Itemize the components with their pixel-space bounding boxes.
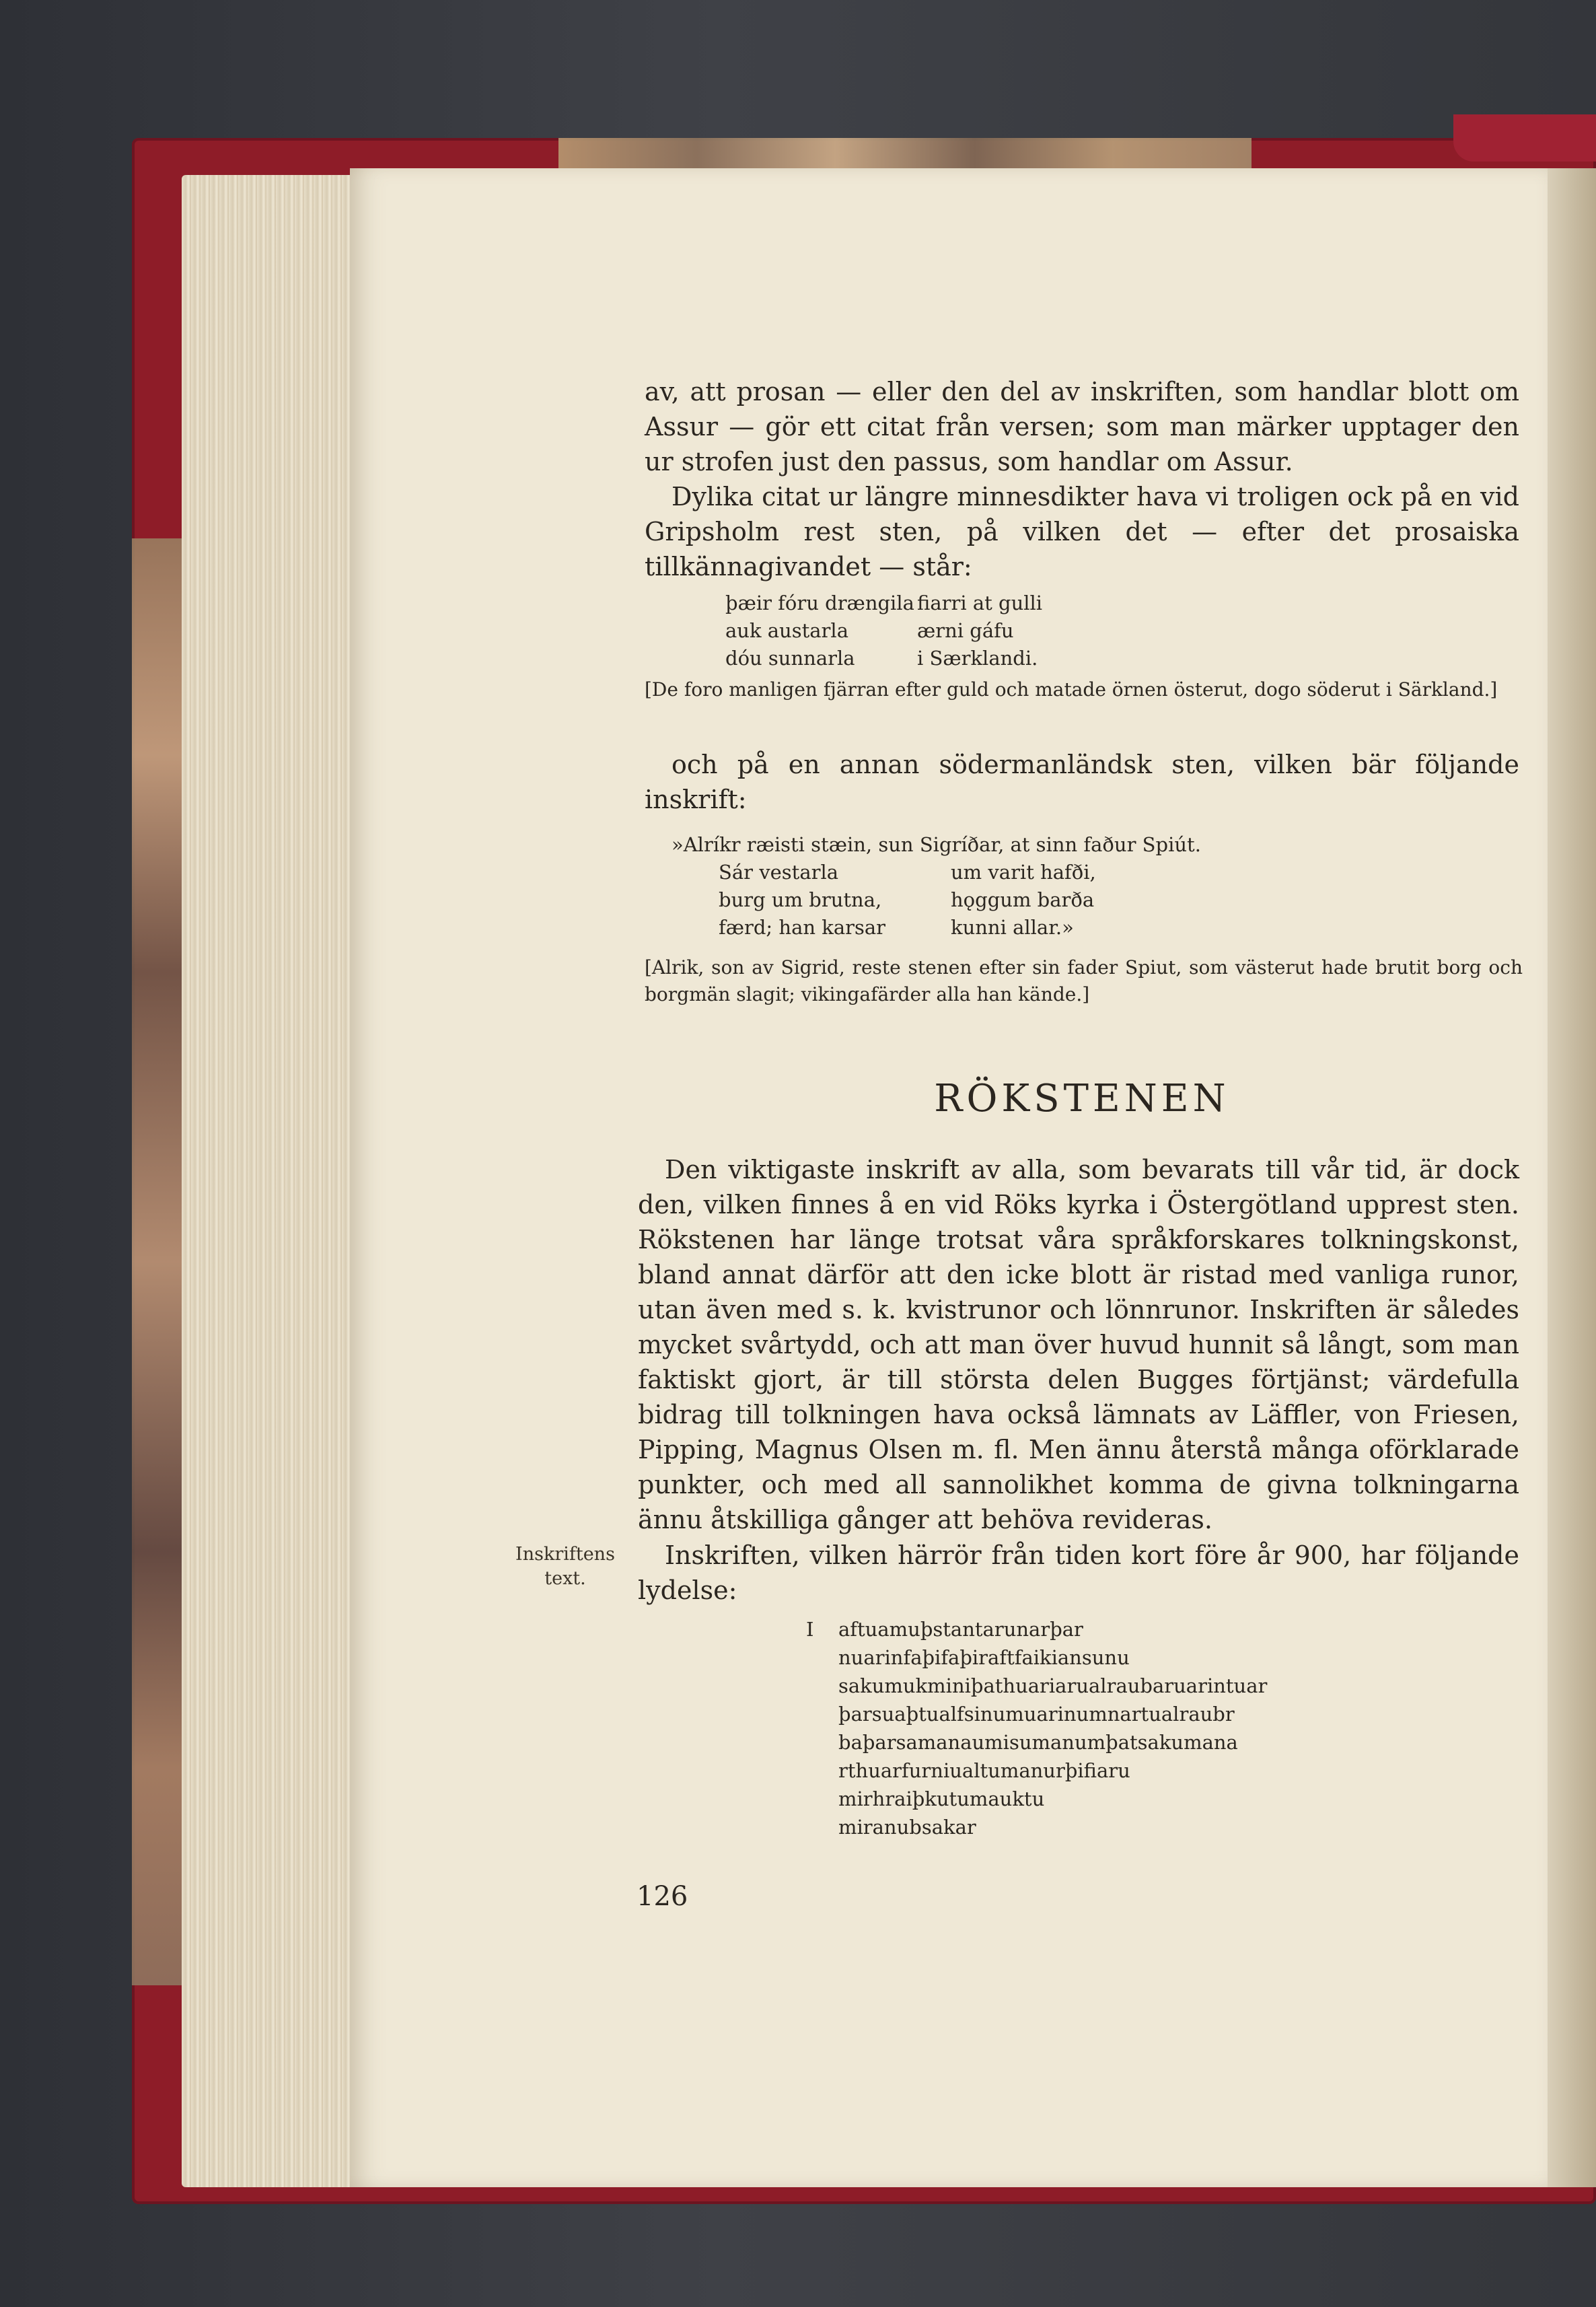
verse-line: Sár vestarla um varit hafði, [719, 861, 1096, 884]
verse-sodermanland [672, 831, 1412, 942]
paragraph-4: Den viktigaste inskrift av alla, som bevarats till vår tid, är dock den, vilken finnes å en vid Röks kyrka i Östergötland upprest sten. Rökstenen har länge trotsat våra språkforskares tolkningskonst, bland annat därför att den icke blott är ristad med vanliga runor, utan även med s. k. kvistrunor och lönnrunor. Inskriften är således mycket svårtydd, och att man över huvud hunnit så långt, som man faktiskt gjort, är till största delen Bugges förtjänst; värdefulla bidrag till tolkningen hava också lämnats av Läffler, von Friesen, Pipping, Magnus Olsen m. fl. Men ännu återstå många oförklarade punkter, och med all sannolikhet komma de givna tolkningarna ännu åtskilliga gånger att behöva revideras. [638, 1155, 1519, 1534]
runic-line: rthuarfurniualtumanurþifiaru [838, 1759, 1130, 1782]
runic-line: mirhraiþkutumauktu [838, 1787, 1045, 1810]
runic-line: þarsuaþtualfsinumuarinumnartualraubr [838, 1703, 1235, 1726]
cover-corner [1453, 114, 1596, 162]
verse-line: þæir fóru drængila fiarri at gulli [725, 592, 1043, 614]
verse-line: burg um brutna, hǫggum barða [719, 888, 1095, 911]
paragraph-5: Inskriften, vilken härrör från tiden kort före år 900, har följande lydelse: [638, 1540, 1519, 1605]
verse-line: færd; han karsar kunni allar.» [719, 916, 1074, 939]
page-edges [182, 175, 357, 2187]
verse-line: dóu sunnarla i Særklandi. [725, 647, 1038, 670]
margin-note: Inskriftens text. [515, 1544, 615, 1589]
paragraph-2: Dylika citat ur längre minnesdikter hava vi troligen ock på en vid Gripsholm rest sten, på vilken det — efter det prosaiska tillkännagivandet — står: [645, 482, 1519, 581]
section-heading: RÖKSTENEN [934, 1077, 1230, 1121]
verse-line: auk austarla ærni gáfu [725, 619, 1014, 642]
runic-line: baþarsamanaumisumanumþatsakumana [838, 1731, 1238, 1754]
translation-1: [De foro manligen fjärran efter guld och matade örnen österut, dogo söderut i Särkland.] [645, 678, 1498, 701]
translation-2: [Alrik, son av Sigrid, reste stenen efter sin fader Spiut, som västerut hade brutit borg och borgmän slagit; vikingafärder alla han kände.] [645, 956, 1523, 1005]
page-number: 126 [637, 1881, 688, 1912]
runic-line: sakumukminiþathuariarualraubaruarintuar [838, 1674, 1268, 1697]
verse-gripsholm [725, 590, 1398, 672]
runic-section-number: I [806, 1618, 814, 1641]
verse-intro: »Alríkr ræisti stæin, sun Sigríðar, at sinn faður Spiút. [672, 833, 1201, 856]
page-fold-shadow [1548, 168, 1596, 2187]
paragraph-3: och på en annan södermanländsk sten, vilken bär följande inskrift: [645, 750, 1519, 814]
runic-line: miranubsakar [838, 1816, 976, 1839]
runic-line: nuarinfaþifaþiraftfaikiansunu [838, 1646, 1130, 1669]
runic-line: aftuamuþstantarunarþar [838, 1618, 1083, 1641]
runic-transliteration [807, 1615, 1413, 1841]
paragraph-1: av, att prosan — eller den del av inskriften, som handlar blott om Assur — gör ett citat från versen; som man märker upptager den ur strofen just den passus, som handlar om Assur. [645, 377, 1519, 476]
